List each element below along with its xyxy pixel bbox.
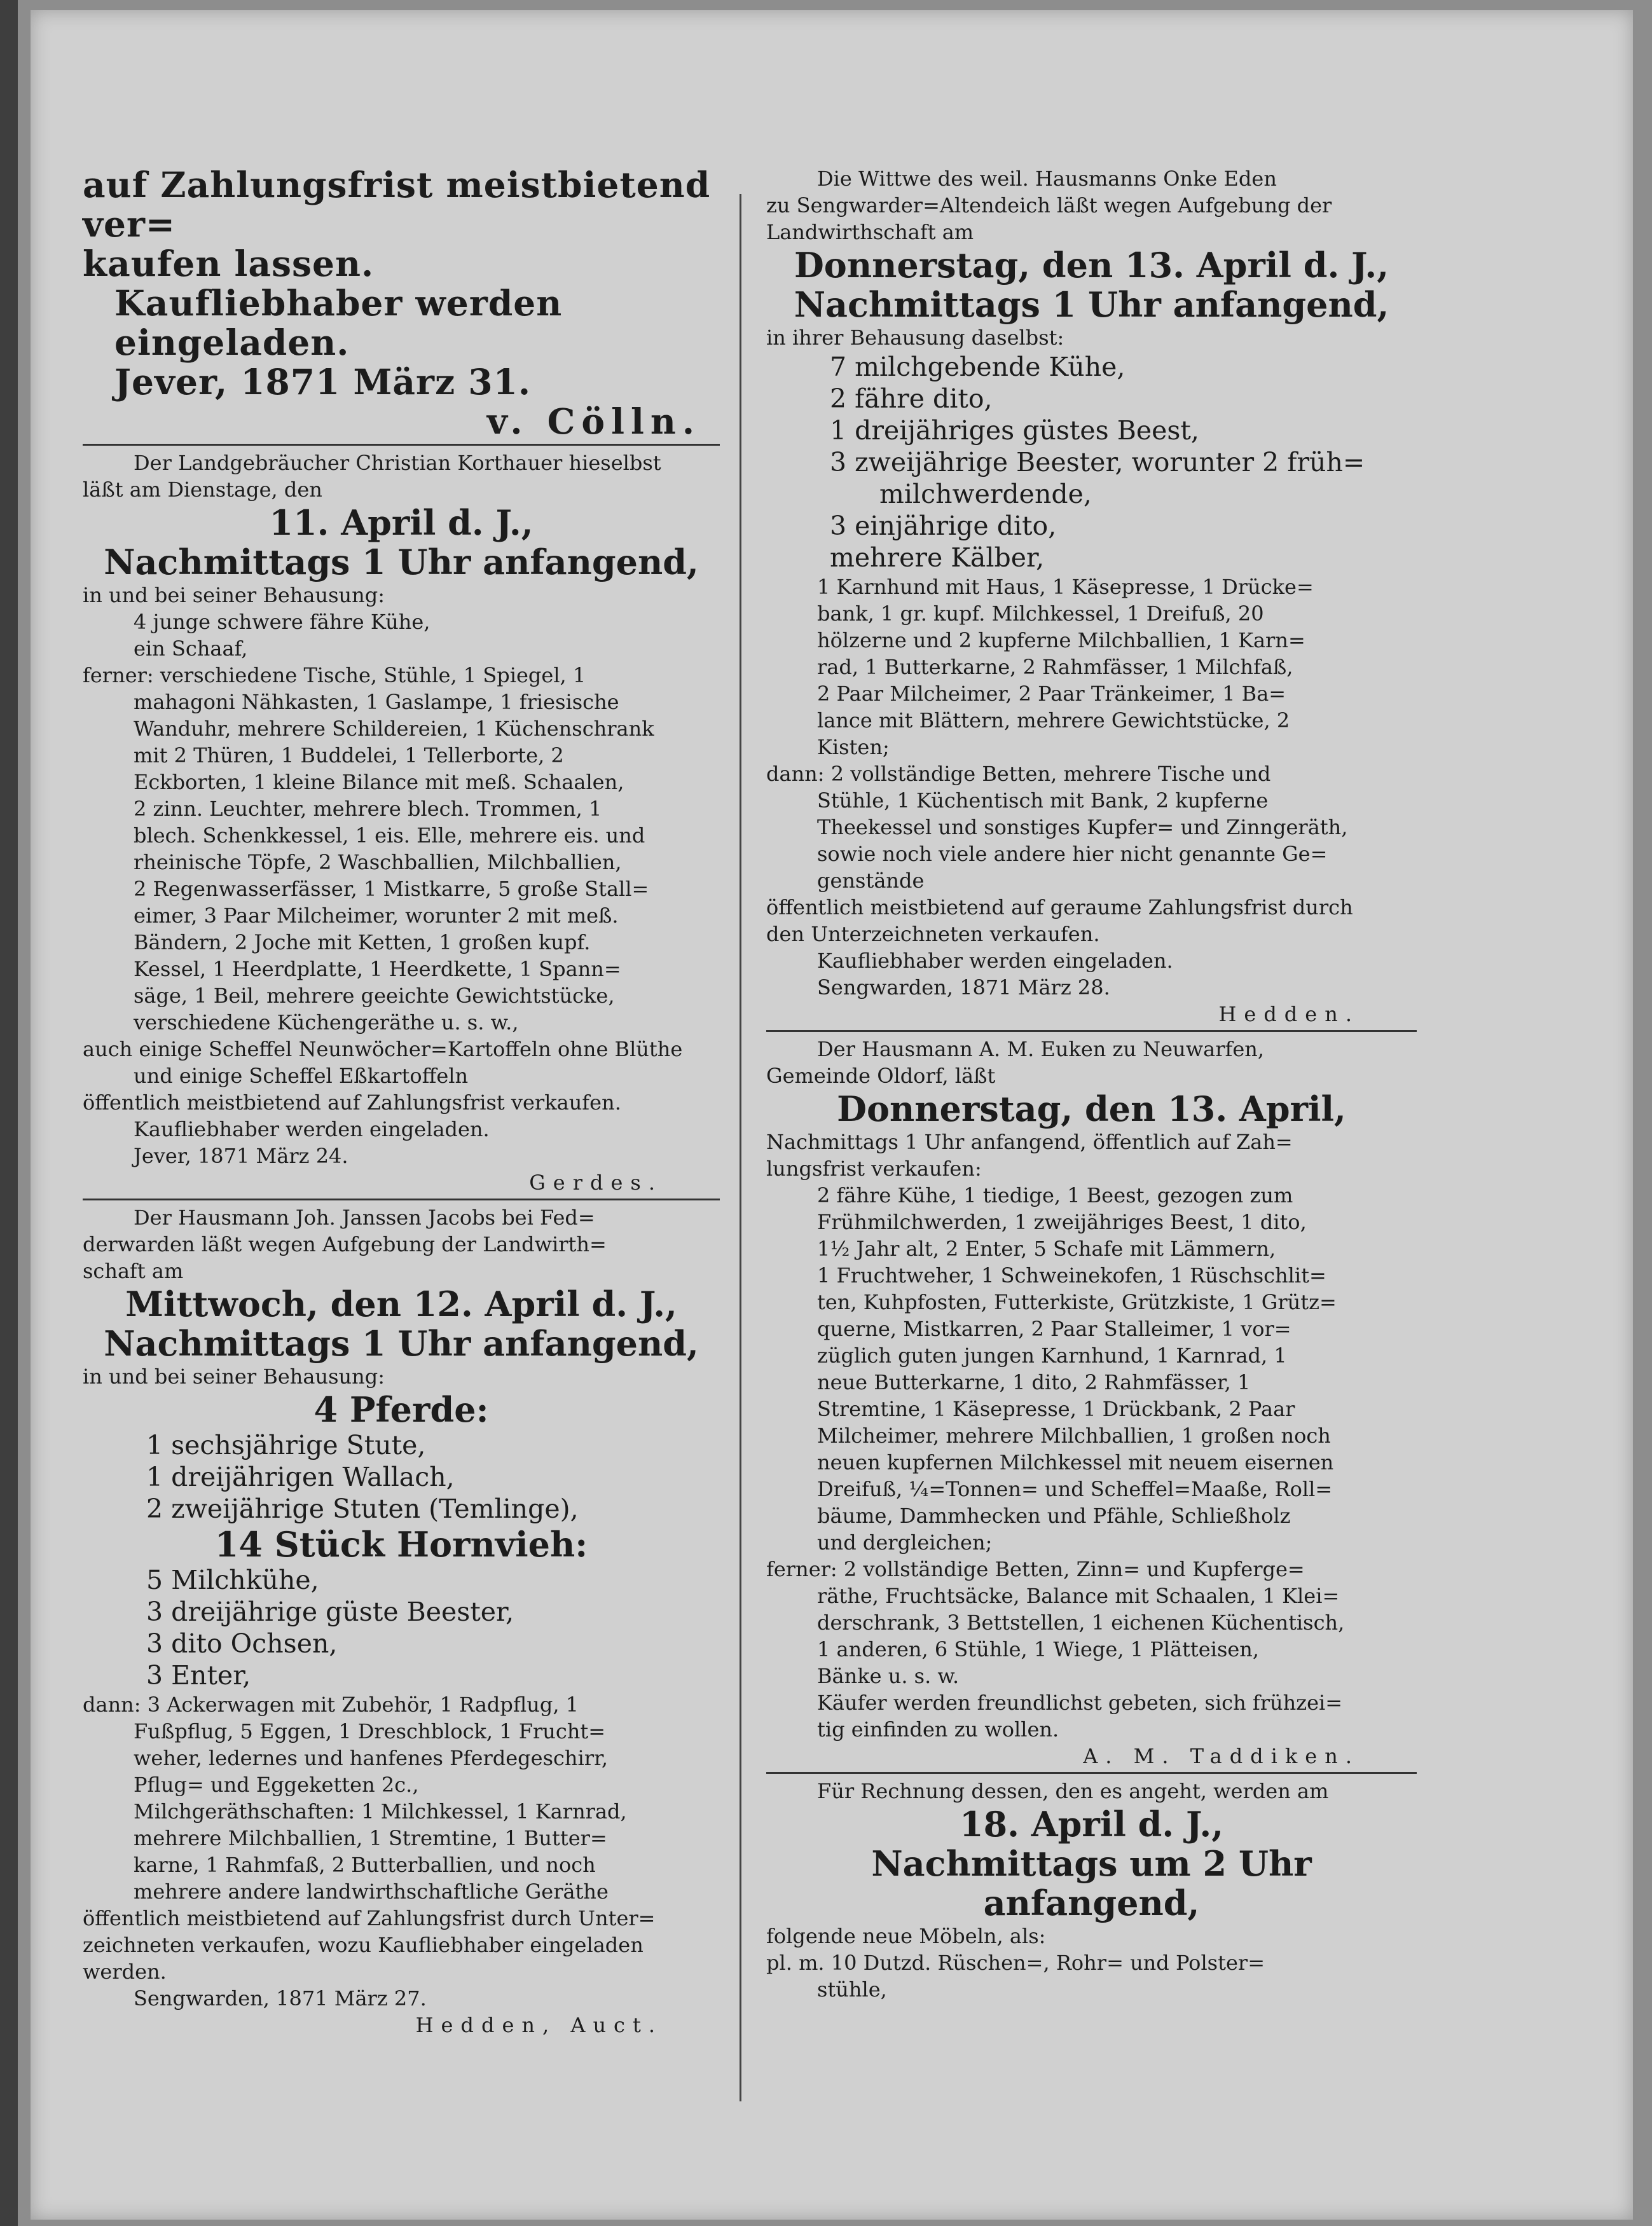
ad-c-line: Pflug= und Eggeketten 2c., <box>134 1773 419 1797</box>
ad-b-line: 2 zinn. Leuchter, mehrere blech. Trommen, 1 <box>134 797 602 821</box>
ad-e-line: Käufer werden freundlichst gebeten, sich frühzei= <box>817 1691 1343 1715</box>
ad-c-date: Mittwoch, den 12. April d. J., <box>125 1284 677 1324</box>
ad-a-signature: v. Cölln. <box>486 401 701 442</box>
ad-b-line: und einige Scheffel Eßkartoffeln <box>134 1064 469 1088</box>
right-column <box>766 165 1417 2003</box>
ad-e-line: züglich guten jungen Karnhund, 1 Karnrad, 1 <box>817 1343 1287 1368</box>
ad-d-line: Kaufliebhaber werden eingeladen. <box>817 949 1173 973</box>
ad-e-date: Donnerstag, den 13. April, <box>837 1089 1346 1129</box>
ad-b-date-line: Jever, 1871 März 24. <box>134 1144 348 1168</box>
ad-d-intro-3: Landwirthschaft am <box>766 220 974 244</box>
ad-d-intro-2: zu Sengwarder=Altendeich läßt wegen Aufgebung der <box>766 193 1332 217</box>
ad-e-line: 1 Fruchtweher, 1 Schweinekofen, 1 Rüschschlit= <box>817 1263 1326 1288</box>
ad-b-intro-2: läßt am Dienstage, den <box>83 477 322 502</box>
ad-c-line: weher, ledernes und hanfenes Pferdegeschirr, <box>134 1746 609 1770</box>
ad-e-line: Dreifuß, ¼=Tonnen= und Scheffel=Maaße, Roll= <box>817 1477 1333 1501</box>
ad-c-line: zeichneten verkaufen, wozu Kaufliebhaber eingeladen <box>83 1933 644 1957</box>
ad-b-line: verschiedene Küchengeräthe u. s. w., <box>134 1010 519 1034</box>
ad-c-line: dann: 3 Ackerwagen mit Zubehör, 1 Radpflug, 1 <box>83 1693 579 1717</box>
ad-c-signature: Hedden, Auct. <box>415 2013 663 2037</box>
ad-c-heading-cattle: 14 Stück Hornvieh: <box>214 1524 588 1565</box>
ad-a-date: Jever, 1871 März 31. <box>114 361 532 402</box>
ad-e-line: Milcheimer, mehrere Milchballien, 1 großen noch <box>817 1424 1331 1448</box>
ad-b-line: 4 junge schwere fähre Kühe, <box>134 610 430 634</box>
ad-d-intro-1: Die Wittwe des weil. Hausmanns Onke Eden <box>817 167 1277 191</box>
ad-b-line: Kaufliebhaber werden eingeladen. <box>134 1117 490 1141</box>
ad-e-line: und dergleichen; <box>817 1530 993 1555</box>
ad-c-intro-2: derwarden läßt wegen Aufgebung der Landwirth= <box>83 1232 607 1256</box>
ad-c-intro-3: schaft am <box>83 1259 184 1283</box>
ad-c-line: mehrere Milchballien, 1 Stremtine, 1 Butter= <box>134 1826 607 1850</box>
ad-d-item: milchwerdende, <box>879 479 1092 509</box>
left-column <box>83 165 720 2038</box>
ad-b-line: auch einige Scheffel Neunwöcher=Kartoffeln ohne Blüthe <box>83 1037 683 1061</box>
ad-e-line: querne, Mistkarren, 2 Paar Stalleimer, 1 vor= <box>817 1317 1291 1341</box>
ad-b-line: blech. Schenkkessel, 1 eis. Elle, mehrere eis. und <box>134 823 645 848</box>
ad-c-intro-1: Der Hausmann Joh. Janssen Jacobs bei Fed= <box>134 1206 595 1230</box>
ad-e-line: ten, Kuhpfosten, Futterkiste, Grützkiste, 1 Grütz= <box>817 1290 1337 1314</box>
ad-c-date-line: Sengwarden, 1871 März 27. <box>134 1986 427 2010</box>
ad-d-item: mehrere Kälber, <box>830 542 1045 573</box>
rule <box>766 1772 1417 1774</box>
ad-b-line: Eckborten, 1 kleine Bilance mit meß. Schaalen, <box>134 770 624 794</box>
ad-f <box>766 1778 1417 2003</box>
ad-c-line: werden. <box>83 1960 167 1984</box>
ad-e-line: lungsfrist verkaufen: <box>766 1157 982 1181</box>
ad-d-item: 3 zweijährige Beester, worunter 2 früh= <box>830 447 1365 477</box>
ad-b-line: Bändern, 2 Joche mit Ketten, 1 großen kupf. <box>134 930 591 954</box>
ad-c-cattle: 3 dito Ochsen, <box>146 1628 338 1659</box>
ad-c-line: karne, 1 Rahmfaß, 2 Butterballien, und noch <box>134 1853 596 1877</box>
ad-f-date: 18. April d. J., <box>960 1804 1223 1845</box>
ad-e <box>766 1036 1417 1769</box>
ad-b-line: Wanduhr, mehrere Schildereien, 1 Küchenschrank <box>134 717 654 741</box>
ad-c-heading-horses: 4 Pferde: <box>313 1389 489 1430</box>
column-divider <box>740 194 741 2101</box>
ad-a-line-1: auf Zahlungsfrist meistbietend ver= <box>83 164 711 245</box>
ad-d-signature: Hedden. <box>1218 1002 1359 1026</box>
ad-d-date: Donnerstag, den 13. April d. J., <box>794 245 1389 285</box>
ad-d-line: sowie noch viele andere hier nicht genannte Ge= <box>817 842 1328 866</box>
ad-a-line-3: Kaufliebhaber werden eingeladen. <box>114 282 563 363</box>
ad-b-line: ferner: verschiedene Tische, Stühle, 1 Spiegel, 1 <box>83 663 586 687</box>
ad-e-line: 2 fähre Kühe, 1 tiedige, 1 Beest, gezogen zum <box>817 1183 1293 1207</box>
ad-e-intro-1: Der Hausmann A. M. Euken zu Neuwarfen, <box>817 1037 1265 1061</box>
ad-e-line: räthe, Fruchtsäcke, Balance mit Schaalen, 1 Klei= <box>817 1584 1340 1608</box>
ad-a <box>83 165 720 441</box>
ad-a-line-2: kaufen lassen. <box>83 243 375 284</box>
ad-c-horse: 1 dreijährigen Wallach, <box>146 1462 455 1492</box>
ad-d-time: Nachmittags 1 Uhr anfangend, <box>794 284 1389 325</box>
ad-d <box>766 165 1417 1027</box>
ad-e-line: tig einfinden zu wollen. <box>817 1717 1059 1742</box>
ad-b-line: öffentlich meistbietend auf Zahlungsfrist verkaufen. <box>83 1090 621 1115</box>
ad-e-line: bäume, Dammhecken und Pfähle, Schließholz <box>817 1504 1291 1528</box>
ad-e-line: ferner: 2 vollständige Betten, Zinn= und Kupferge= <box>766 1557 1305 1581</box>
ad-d-line: hölzerne und 2 kupferne Milchballien, 1 Karn= <box>817 628 1305 652</box>
ad-e-line: derschrank, 3 Bettstellen, 1 eichenen Küchentisch, <box>817 1611 1345 1635</box>
ad-d-line: lance mit Blättern, mehrere Gewichtstücke, 2 <box>817 708 1290 732</box>
ad-e-line: 1 anderen, 6 Stühle, 1 Wiege, 1 Plätteisen, <box>817 1637 1260 1661</box>
ad-b-signature: Gerdes. <box>529 1171 663 1195</box>
ad-d-line: rad, 1 Butterkarne, 2 Rahmfässer, 1 Milchfaß, <box>817 655 1293 679</box>
ad-d-line: den Unterzeichneten verkaufen. <box>766 922 1100 946</box>
ad-d-line: genstände <box>817 869 925 893</box>
ad-f-intro: Für Rechnung dessen, den es angeht, werden am <box>817 1779 1329 1803</box>
ad-c-cattle: 3 Enter, <box>146 1660 251 1691</box>
rule <box>766 1030 1417 1032</box>
ad-c-horse: 1 sechsjährige Stute, <box>146 1430 426 1460</box>
ad-d-line: 1 Karnhund mit Haus, 1 Käsepresse, 1 Drücke= <box>817 575 1314 599</box>
ad-e-line: 1½ Jahr alt, 2 Enter, 5 Schafe mit Lämmern, <box>817 1237 1276 1261</box>
ad-c-horse: 2 zweijährige Stuten (Temlinge), <box>146 1494 579 1524</box>
ad-d-line: öffentlich meistbietend auf geraume Zahlungsfrist durch <box>766 895 1353 919</box>
ad-d-line: dann: 2 vollständige Betten, mehrere Tische und <box>766 762 1271 786</box>
ad-e-line: Bänke u. s. w. <box>817 1664 960 1688</box>
ad-c-line: Milchgeräthschaften: 1 Milchkessel, 1 Karnrad, <box>134 1799 627 1824</box>
ad-d-line: 2 Paar Milcheimer, 2 Paar Tränkeimer, 1 Ba= <box>817 682 1286 706</box>
ad-b-line: mahagoni Nähkasten, 1 Gaslampe, 1 friesische <box>134 690 619 714</box>
ad-c-behausung: in und bei seiner Behausung: <box>83 1364 385 1389</box>
ad-b-line: ein Schaaf, <box>134 636 248 661</box>
ad-b <box>83 450 720 1196</box>
ad-b-line: mit 2 Thüren, 1 Buddelei, 1 Tellerborte, 2 <box>134 743 564 767</box>
ad-b-line: 2 Regenwasserfässer, 1 Mistkarre, 5 große Stall= <box>134 877 649 901</box>
ad-c-line: mehrere andere landwirthschaftliche Geräthe <box>134 1879 609 1904</box>
ad-d-item: 7 milchgebende Kühe, <box>830 352 1125 382</box>
ad-c-cattle: 5 Milchkühe, <box>146 1565 319 1595</box>
ad-f-line: stühle, <box>817 1977 887 2002</box>
ad-b-line: eimer, 3 Paar Milcheimer, worunter 2 mit meß. <box>134 903 619 928</box>
ad-b-line: Kessel, 1 Heerdplatte, 1 Heerdkette, 1 Spann= <box>134 957 621 981</box>
ad-d-line: Theekessel und sonstiges Kupfer= und Zinngeräth, <box>817 815 1348 839</box>
ad-e-line: Nachmittags 1 Uhr anfangend, öffentlich auf Zah= <box>766 1130 1293 1154</box>
ad-d-item: 3 einjährige dito, <box>830 511 1057 541</box>
ad-d-line: bank, 1 gr. kupf. Milchkessel, 1 Dreifuß, 20 <box>817 601 1264 626</box>
ad-c-line: öffentlich meistbietend auf Zahlungsfrist durch Unter= <box>83 1906 656 1930</box>
ad-b-date: 11. April d. J., <box>269 502 533 543</box>
ad-d-item: 1 dreijähriges güstes Beest, <box>830 415 1199 446</box>
ad-d-date-line: Sengwarden, 1871 März 28. <box>817 975 1110 1000</box>
ad-c-line: Fußpflug, 5 Eggen, 1 Dreschblock, 1 Frucht= <box>134 1719 606 1743</box>
ad-e-line: Frühmilchwerden, 1 zweijähriges Beest, 1 dito, <box>817 1210 1307 1234</box>
rule <box>83 1199 720 1200</box>
ad-e-line: neuen kupfernen Milchkessel mit neuem eisernen <box>817 1450 1334 1474</box>
ad-c-cattle: 3 dreijährige güste Beester, <box>146 1597 514 1627</box>
ad-e-line: Stremtine, 1 Käsepresse, 1 Drückbank, 2 Paar <box>817 1397 1295 1421</box>
ad-c-time: Nachmittags 1 Uhr anfangend, <box>104 1323 699 1364</box>
ad-e-intro-2: Gemeinde Oldorf, läßt <box>766 1064 996 1088</box>
ad-d-line: Stühle, 1 Küchentisch mit Bank, 2 kupferne <box>817 788 1269 813</box>
ad-b-line: rheinische Töpfe, 2 Waschballien, Milchballien, <box>134 850 622 874</box>
ad-f-line: pl. m. 10 Dutzd. Rüschen=, Rohr= und Polster= <box>766 1951 1265 1975</box>
ad-b-intro-1: Der Landgebräucher Christian Korthauer hieselbst <box>134 451 661 475</box>
ad-c <box>83 1204 720 2038</box>
ad-e-line: neue Butterkarne, 1 dito, 2 Rahmfässer, 1 <box>817 1370 1251 1394</box>
ad-b-time: Nachmittags 1 Uhr anfangend, <box>104 542 699 582</box>
ad-e-signature: A. M. Taddiken. <box>1083 1744 1359 1768</box>
ad-f-line: folgende neue Möbeln, als: <box>766 1924 1046 1948</box>
ad-b-line: in und bei seiner Behausung: <box>83 583 385 607</box>
rule <box>83 444 720 446</box>
ad-d-line: Kisten; <box>817 735 890 759</box>
ad-b-line: säge, 1 Beil, mehrere geeichte Gewichtstücke, <box>134 984 615 1008</box>
book-spine-shadow <box>0 0 18 2226</box>
ad-d-item: 2 fähre dito, <box>830 383 993 414</box>
ad-d-behausung: in ihrer Behausung daselbst: <box>766 326 1064 350</box>
ad-f-time: Nachmittags um 2 Uhr anfangend, <box>871 1843 1312 1923</box>
